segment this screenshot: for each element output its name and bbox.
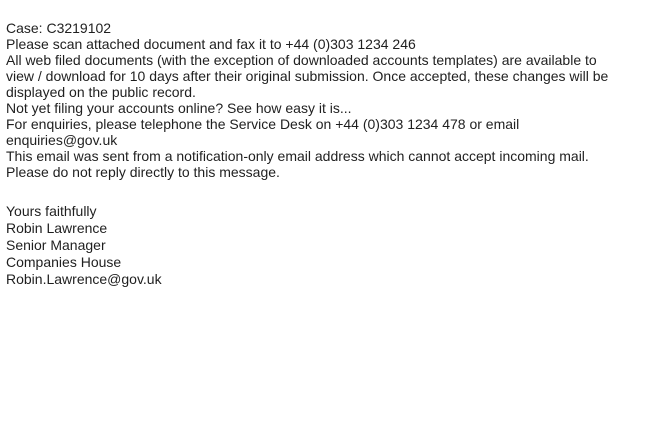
signature-job-title: Senior Manager [6,237,106,253]
case-reference: Case: C3219102 [6,20,112,36]
signature-email-address: Robin.Lawrence@gov.uk [6,271,162,287]
signature-name: Robin Lawrence [6,220,108,236]
signature-closing: Yours faithfully [6,203,97,219]
availability-paragraph [6,52,641,100]
enquiries-line-1: For enquiries, please telephone the Service Desk on +44 (0)303 1234 478 or email [6,116,520,132]
availability-line-3: displayed on the public record. [6,84,196,100]
fax-instruction: Please scan attached document and fax it to +44 (0)303 1234 246 [6,36,416,52]
availability-line-2: view / download for 10 days after their original submission. Once accepted, these changes will be [6,68,609,84]
notification-only-disclaimer [6,148,641,180]
signature-block [6,203,641,288]
enquiries-email-address: enquiries@gov.uk [6,132,118,148]
disclaimer-line-1: This email was sent from a notification-only email address which cannot accept incoming mail. [6,148,589,164]
signature-company: Companies House [6,254,122,270]
enquiries-paragraph [6,116,641,148]
online-filing-promo: Not yet filing your accounts online? See how easy it is... [6,100,352,116]
disclaimer-line-2: Please do not reply directly to this message. [6,164,280,180]
availability-line-1: All web filed documents (with the exception of downloaded accounts templates) are available to [6,52,597,68]
